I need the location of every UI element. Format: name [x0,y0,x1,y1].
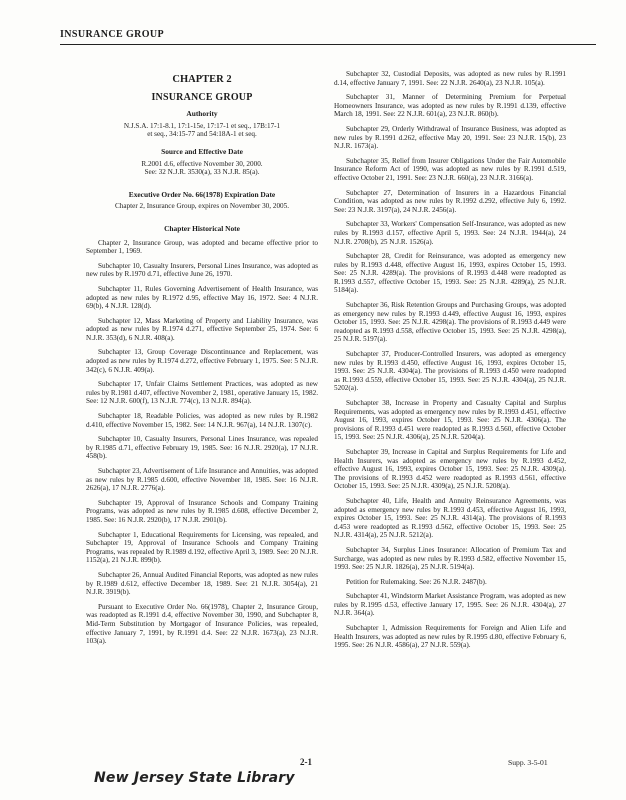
authority-heading: Authority [186,109,218,119]
history-paragraph: Subchapter 19, Approval of Insurance Schools and Company Training Programs, was adopted as new rules by R.1985 d.608, effective December 2, 1985. See: 16 N.J.R. 2920(b), 17 N.J.R. 2901(b). [86,498,318,524]
source-line: R.2001 d.6, effective November 30, 2000. [141,159,263,168]
history-paragraph: Subchapter 41, Windstorm Market Assistance Program, was adopted as new rules by R.1995 d.53, effective January 17, 1995. See: 26 N.J.R. 4304(a), 27 N.J.R. 364(a). [334,592,566,618]
supplement-date: Supp. 3-5-01 [508,758,548,767]
history-paragraph: Pursuant to Executive Order No. 66(1978), Chapter 2, Insurance Group, was readopted as R.1991 d.4, effective November 30, 1990, and Subchapter 8, Mid-Term Substitution by Mortgagor of Insurance Policies, was repealed, effective January 7, 1991, by R.1991 d.4. See: 22 N.J.R. 1673(a), 23 N.J.R. 103(a). [86,602,318,646]
exec-order-line: Chapter 2, Insurance Group, expires on November 30, 2005. [114,202,290,211]
history-paragraph: Subchapter 34, Surplus Lines Insurance: Allocation of Premium Tax and Surcharge, was adopted as new rules by R.1993 d.582, effective November 15, 1993. See: 25 N.J.R. 1826(a), 25 N.J.R. 5194(a). [334,545,566,572]
history-paragraph: Subchapter 35, Relief from Insurer Obligations Under the Fair Automobile Insurance Reform Act of 1990, was adopted as new rules by R.1991 d.519, effective October 21, 1991. See: 23 N.J.R. 660(a), 23 N.J.R. 3166(a). [334,156,566,182]
right-column [334,70,566,656]
chapter-number: CHAPTER 2 [172,74,232,85]
history-paragraph: Subchapter 36, Risk Retention Groups and Purchasing Groups, was adopted as emergency new rules by R.1993 d.449, effective August 16, 1993, expires October 15, 1993. See: 25 N.J.R. 4298(a). The provisions of R.1993 d.449 were readopted as R.1993 d.558, effective October 15, 1993. See: 25 N.J.R. 4298(a), 25 N.J.R. 5197(a). [334,301,566,344]
history-paragraph: Subchapter 31, Manner of Determining Premium for Perpetual Homeowners Insurance, was adopted as new rules by R.1991 d.139, effective March 18, 1991. See: 22 N.J.R. 601(a), 23 N.J.R. 860(b). [334,93,566,119]
history-paragraph: Subchapter 17, Unfair Claims Settlement Practices, was adopted as new rules by R.1981 d.407, effective November 2, 1981, operative January 15, 1982. See: 12 N.J.R. 600(f), 13 N.J.R. 774(c), 13 N.J.R. 894(a). [86,380,318,406]
history-paragraph: Chapter 2, Insurance Group, was adopted and became effective prior to September 1, 1969. [86,238,318,256]
history-paragraph: Subchapter 29, Orderly Withdrawal of Insurance Business, was adopted as new rules by R.1991 d.262, effective May 20, 1991. See: 23 N.J.R. 15(b), 23 N.J.R. 1673(a). [334,124,566,151]
source-line: See: 32 N.J.R. 3530(a), 33 N.J.R. 85(a). [144,168,260,177]
history-paragraph: Subchapter 32, Custodial Deposits, was adopted as new rules by R.1991 d.14, effective January 7, 1991. See: 22 N.J.R. 2640(a), 23 N.J.R. 105(a). [334,70,566,87]
history-paragraph: Subchapter 33, Workers' Compensation Self-Insurance, was adopted as new rules by R.1993 d.157, effective April 5, 1993. See: 24 N.J.R. 1944(a), 24 N.J.R. 2708(b), 25 N.J.R. 1526(a). [334,220,566,246]
header-title: INSURANCE GROUP [60,29,165,40]
library-stamp: New Jersey State Library [94,770,295,786]
history-paragraph: Subchapter 40, Life, Health and Annuity Reinsurance Agreements, was adopted as emergency new rules by R.1993 d.453, effective August 16, 1993, expires October 15, 1993. See: 25 N.J.R. 4314(a). The provisions of R.1993 d.453 were readopted as R.1993 d.562, effective October 15, 1993. See: 25 N.J.R. 4314(a), 25 N.J.R. 5212(a). [334,496,566,540]
history-paragraph: Subchapter 23, Advertisement of Life Insurance and Annuities, was adopted as new rules by R.1985 d.600, effective November 18, 1985. See: 16 N.J.R. 2626(a), 17 N.J.R. 2776(a). [86,467,318,493]
history-paragraph: Subchapter 13, Group Coverage Discontinuance and Replacement, was adopted as new rules by R.1974 d.272, effective February 1, 1975. See: 5 N.J.R. 342(c), 6 N.J.R. 409(a). [86,348,318,374]
history-paragraph: Subchapter 26, Annual Audited Financial Reports, was adopted as new rules by R.1989 d.612, effective December 18, 1989. See: 21 N.J.R. 3054(a), 21 N.J.R. 3919(b). [86,570,318,597]
history-paragraph: Subchapter 39, Increase in Capital and Surplus Requirements for Life and Health Insurers, was adopted as emergency new rules by R.1993 d.452, effective August 16, 1993, expires October 15, 1993. See: 25 N.J.R. 4309(a). The provisions of R.1993 d.452 were readopted as R.1993 d.561, effective October 15, 1993. See: 25 N.J.R. 4309(a), 25 N.J.R. 5208(a). [334,447,566,491]
history-paragraph: Subchapter 1, Admission Requirements for Foreign and Alien Life and Health Insurers, was adopted as new rules by R.1995 d.80, effective February 6, 1995. See: 26 N.J.R. 4586(a), 27 N.J.R. 559(a). [334,624,566,650]
history-paragraph: Subchapter 37, Producer-Controlled Insurers, was adopted as emergency new rules by R.1993 d.450, effective August 16, 1993, expires October 15, 1993. See: 25 N.J.R. 4304(a). The provisions of R.1993 d.450 were readopted as R.1993 d.559, effective October 15, 1993. See: 25 N.J.R. 4304(a), 25 N.J.R. 5202(a). [334,350,566,393]
history-paragraph: Subchapter 28, Credit for Reinsurance, was adopted as emergency new rules by R.1993 d.448, effective August 16, 1993, expires October 15, 1993. See: 25 N.J.R. 4289(a). The provisions of R.1993 d.448 were readopted as R.1993 d.557, effective October 15, 1993. See: 25 N.J.R. 4289(a), 25 N.J.R. 5184(a). [334,252,566,295]
history-heading: Chapter Historical Note [164,223,240,233]
page-number: 2-1 [300,757,312,767]
chapter-title: INSURANCE GROUP [151,91,253,103]
history-paragraph: Subchapter 10, Casualty Insurers, Personal Lines Insurance, was repealed by R.1985 d.71, effective February 19, 1985. See: 16 N.J.R. 2920(a), 17 N.J.R. 458(b). [86,435,318,461]
history-paragraph: Subchapter 11, Rules Governing Advertisement of Health Insurance, was adopted as new rules by R.1972 d.95, effective May 16, 1972. See: 4 N.J.R. 69(b), 4 N.J.R. 128(d). [86,284,318,311]
source-heading: Source and Effective Date [161,146,243,156]
history-paragraph: Petition for Rulemaking. See: 26 N.J.R. 2487(b). [346,577,487,586]
history-paragraph: Subchapter 18, Readable Policies, was adopted as new rules by R.1982 d.410, effective November 15, 1982. See: 14 N.J.R. 967(a), 14 N.J.R. 1307(c). [86,412,318,429]
history-paragraph: Subchapter 38, Increase in Property and Casualty Capital and Surplus Requirements, was adopted as emergency new rules by R.1993 d.451, effective August 16, 1993, expires October 15, 1993. See: 25 N.J.R. 4306(a). The provisions of R.1993 d.451 were readopted as R.1993 d.560, effective October 15, 1993. See: 25 N.J.R. 4306(a), 25 N.J.R. 5204(a). [334,399,566,442]
history-paragraph: Subchapter 12, Mass Marketing of Property and Liability Insurance, was adopted as new rules by R.1974 d.271, effective September 25, 1974. See: 6 N.J.R. 353(d), 6 N.J.R. 408(a). [86,316,318,342]
left-column [86,70,318,652]
history-paragraph: Subchapter 10, Casualty Insurers, Personal Lines Insurance, was adopted as new rules by R.1970 d.71, effective June 26, 1970. [86,261,318,279]
authority-line: N.J.S.A. 17:1-8.1, 17:1-15e, 17:17-1 et seq., 17B:17-1 [123,121,281,130]
exec-order-heading: Executive Order No. 66(1978) Expiration Date [128,189,276,199]
history-paragraph: Subchapter 27, Determination of Insurers in a Hazardous Financial Condition, was adopted as new rules by R.1992 d.292, effective July 6, 1992. See: 23 N.J.R. 3197(a), 24 N.J.R. 2456(a). [334,188,566,214]
history-paragraph: Subchapter 1, Educational Requirements for Licensing, was repealed, and Subchapter 19, Approval of Insurance Schools and Company Training Programs, was repealed by R.1989 d.192, effective April 3, 1989. See: 20 N.J.R. 1152(a), 21 N.J.R. 899(b). [86,530,318,565]
authority-line: et seq., 34:15-77 and 54:18A-1 et seq. [147,130,257,139]
running-header [60,24,596,45]
